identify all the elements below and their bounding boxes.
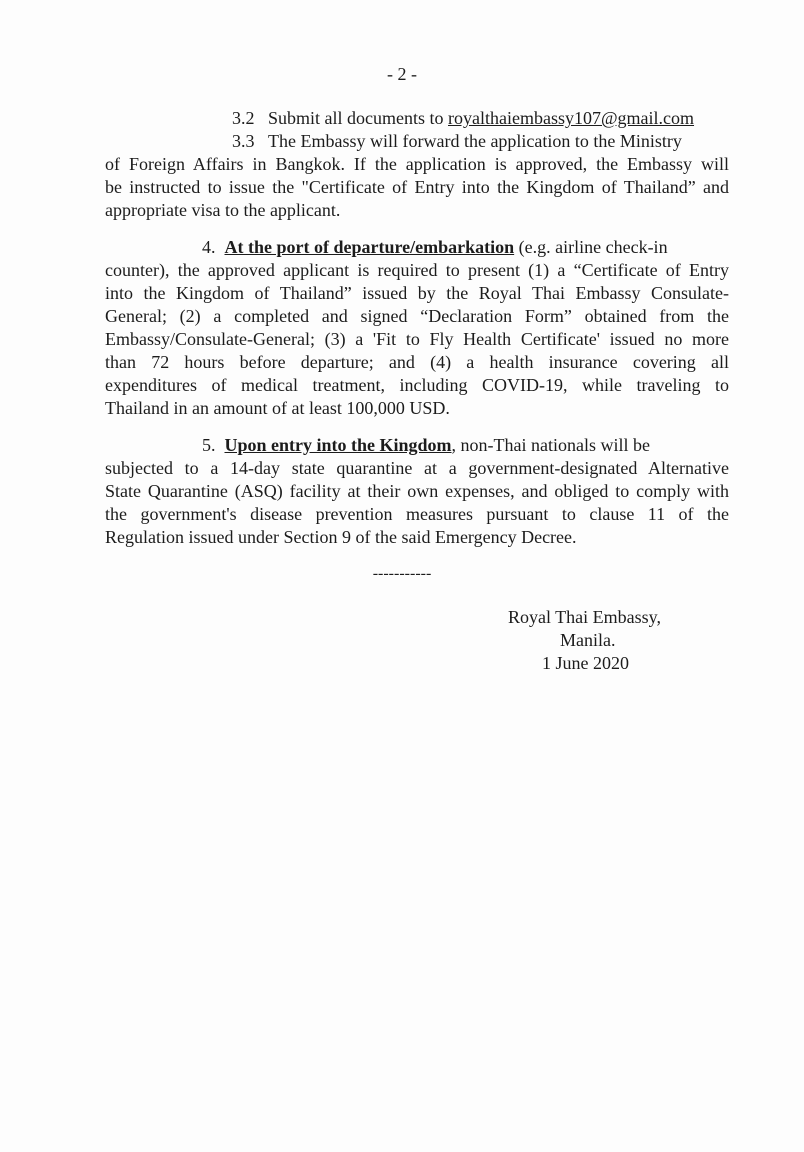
item-4-line-7: expenditures of medical treatment, including COVID-19, while traveling to bbox=[105, 375, 729, 395]
item-3-3-number: 3.3 bbox=[232, 131, 255, 151]
item-5-number: 5. bbox=[202, 435, 216, 455]
item-4-line-8: Thailand in an amount of at least 100,000 USD. bbox=[105, 398, 450, 418]
item-3-3-line-1: The Embassy will forward the application to the Ministry bbox=[268, 131, 682, 151]
item-4-line-3: into the Kingdom of Thailand” issued by the Royal Thai Embassy Consulate- bbox=[105, 283, 729, 303]
item-4-line-6: than 72 hours before departure; and (4) a health insurance covering all bbox=[105, 352, 729, 372]
email-link[interactable]: royalthaiembassy107@gmail.com bbox=[448, 108, 695, 128]
item-5-line-2: subjected to a 14-day state quarantine at a government-designated Alternative bbox=[105, 458, 729, 478]
item-4-line-4: General; (2) a completed and signed “Declaration Form” obtained from the bbox=[105, 306, 729, 326]
item-3-3-line-2: of Foreign Affairs in Bangkok. If the application is approved, the Embassy will bbox=[105, 154, 729, 174]
item-4-number: 4. bbox=[202, 237, 216, 257]
item-4-first-line bbox=[202, 236, 668, 258]
page-number: - 2 - bbox=[387, 64, 417, 84]
separator-dashes: ----------- bbox=[372, 565, 432, 582]
item-4-line-5: Embassy/Consulate-General; (3) a 'Fit to Fly Health Certificate' issued no more bbox=[105, 329, 729, 349]
item-3-3-first-line bbox=[232, 130, 682, 152]
signature-date: 1 June 2020 bbox=[542, 653, 629, 673]
item-5-line-5: Regulation issued under Section 9 of the said Emergency Decree. bbox=[105, 527, 577, 547]
item-5-heading: Upon entry into the Kingdom bbox=[224, 435, 452, 455]
item-5-first-line bbox=[202, 434, 650, 456]
item-4-first-line-rest: (e.g. airline check-in bbox=[514, 237, 668, 257]
item-3-2-text: Submit all documents to bbox=[268, 108, 448, 128]
signature-line-2: Manila. bbox=[560, 630, 616, 650]
item-3-3-line-3: be instructed to issue the "Certificate of Entry into the Kingdom of Thailand” and bbox=[105, 177, 729, 197]
item-3-2-number: 3.2 bbox=[232, 108, 255, 128]
item-5-line-3: State Quarantine (ASQ) facility at their own expenses, and obliged to comply with bbox=[105, 481, 729, 501]
signature-line-1: Royal Thai Embassy, bbox=[508, 607, 661, 627]
item-5-line-4: the government's disease prevention measures pursuant to clause 11 of the bbox=[105, 504, 729, 524]
item-3-3-line-4: appropriate visa to the applicant. bbox=[105, 200, 341, 220]
item-4-line-2: counter), the approved applicant is required to present (1) a “Certificate of Entry bbox=[105, 260, 729, 280]
item-4-heading: At the port of departure/embarkation bbox=[224, 237, 515, 257]
item-3-2 bbox=[232, 107, 694, 129]
item-5-first-line-rest: , non-Thai nationals will be bbox=[451, 435, 650, 455]
